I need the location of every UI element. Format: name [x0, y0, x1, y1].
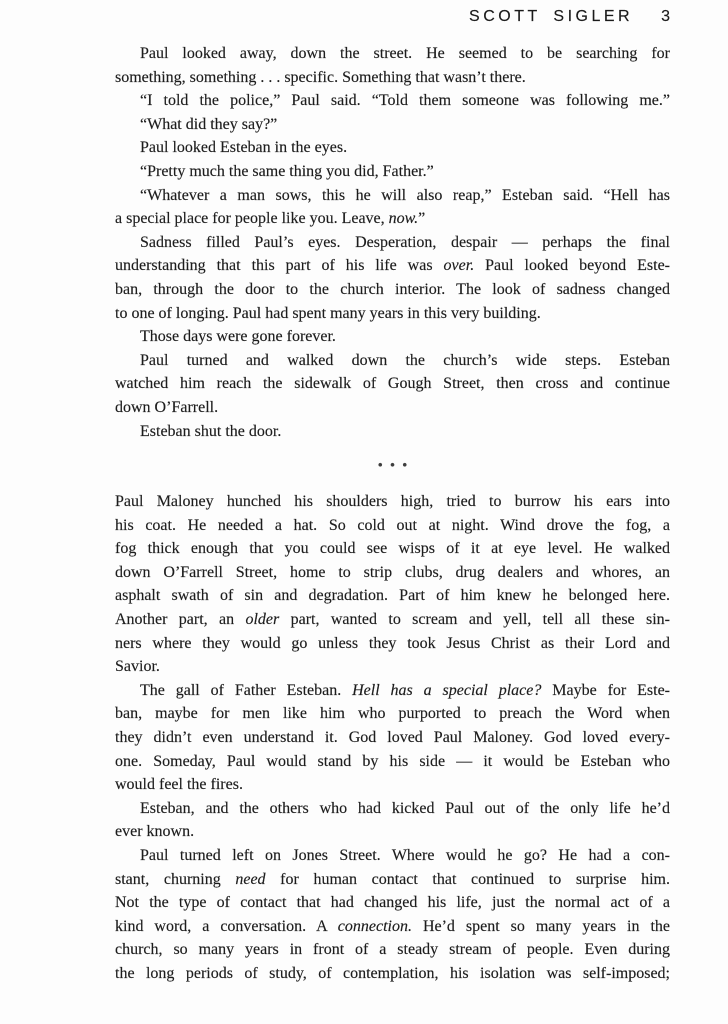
- text-segment: part, wanted to scream and yell, tell all these sin-: [279, 611, 670, 629]
- paragraph: [115, 797, 670, 844]
- text-segment: for human contact that continued to surprise him.: [265, 870, 670, 888]
- text-line: [115, 938, 670, 962]
- italic-text: now.: [388, 210, 419, 228]
- text-line: [115, 420, 670, 444]
- text-line: [115, 773, 670, 797]
- text-segment: church, so many years in front of a steady stream of people. Even during: [115, 941, 670, 959]
- text-line: [115, 868, 670, 892]
- text-line: [115, 750, 670, 774]
- text-section-1: [115, 42, 670, 443]
- text-segment: kind word, a conversation. A: [115, 917, 338, 935]
- text-line: [115, 89, 670, 113]
- text-segment: would feel the fires.: [115, 776, 243, 794]
- text-line: [115, 136, 670, 160]
- text-line: [115, 113, 670, 137]
- italic-text: Hell has a special place?: [352, 681, 542, 699]
- text-line: [115, 915, 670, 939]
- paragraph: [115, 113, 670, 137]
- text-line: [115, 655, 670, 679]
- text-segment: the long periods of study, of contemplation, his isolation was self-imposed;: [115, 964, 670, 982]
- text-segment: Another part, an: [115, 611, 246, 629]
- text-line: [115, 608, 670, 632]
- running-head-author: SCOTT SIGLER: [469, 8, 634, 25]
- text-segment: “I told the police,” Paul said. “Told them someone was following me.”: [140, 92, 670, 110]
- text-section-2: [115, 490, 670, 985]
- scene-break: [115, 443, 670, 490]
- text-line: [115, 726, 670, 750]
- text-line: [115, 820, 670, 844]
- paragraph: [115, 136, 670, 160]
- text-line: [115, 537, 670, 561]
- paragraph: [115, 42, 670, 89]
- text-segment: Paul turned left on Jones Street. Where would he go? He had a con-: [140, 847, 670, 864]
- text-segment: “What did they say?”: [140, 115, 278, 133]
- text-segment: watched him reach the sidewalk of Gough Street, then cross and continue: [115, 375, 670, 393]
- text-line: [115, 66, 670, 90]
- text-segment: a special place for people like you. Leave,: [115, 210, 389, 228]
- text-line: [115, 349, 670, 373]
- paragraph: [115, 420, 670, 444]
- paragraph: [115, 349, 670, 420]
- text-segment: “Whatever a man sows, this he will also reap,” Esteban said. “Hell has: [140, 186, 670, 204]
- italic-text: older: [245, 611, 280, 629]
- text-segment: his coat. He needed a hat. So cold out at night. Wind drove the fog, a: [115, 516, 670, 534]
- text-segment: Esteban, and the others who had kicked Paul out of the only life he’d: [140, 799, 670, 817]
- text-segment: they didn’t even understand it. God loved Paul Maloney. God loved every-: [115, 729, 670, 747]
- text-line: [115, 584, 670, 608]
- text-line: [115, 396, 670, 420]
- text-line: [115, 160, 670, 184]
- text-line: [115, 254, 670, 278]
- text-line: [115, 561, 670, 585]
- text-line: [115, 490, 670, 514]
- italic-text: over.: [443, 257, 475, 275]
- paragraph: [115, 490, 670, 679]
- text-line: [115, 207, 670, 231]
- page-body: [115, 42, 670, 986]
- text-line: [115, 372, 670, 396]
- text-segment: “Pretty much the same thing you did, Father.”: [140, 162, 434, 180]
- text-segment: Those days were gone forever.: [140, 328, 336, 346]
- text-line: [115, 514, 670, 538]
- paragraph: [115, 844, 670, 986]
- text-line: [115, 278, 670, 302]
- paragraph: [115, 89, 670, 113]
- text-segment: fog thick enough that you could see wisps of it at eye level. He walked: [115, 540, 670, 558]
- text-line: [115, 325, 670, 349]
- italic-text: connection.: [337, 917, 412, 935]
- text-segment: ban, maybe for men like him who purported to preach the Word when: [115, 705, 670, 723]
- text-segment: Paul looked away, down the street. He seemed to be searching for: [140, 45, 670, 62]
- text-segment: one. Someday, Paul would stand by his side — it would be Esteban who: [115, 752, 670, 770]
- text-segment: Paul Maloney hunched his shoulders high, tried to burrow his ears into: [115, 493, 670, 511]
- page-number: 3: [661, 8, 670, 25]
- text-segment: to one of longing. Paul had spent many years in this very building.: [115, 304, 541, 322]
- text-segment: understanding that this part of his life was: [115, 257, 444, 275]
- text-line: [115, 844, 670, 868]
- text-segment: Paul looked beyond Este-: [474, 257, 670, 275]
- text-segment: He’d spent so many years in the: [411, 917, 671, 935]
- text-line: [115, 42, 670, 66]
- text-segment: ban, through the door to the church interior. The look of sadness changed: [115, 280, 670, 298]
- text-line: [115, 702, 670, 726]
- text-segment: Esteban shut the door.: [140, 422, 282, 440]
- text-line: [115, 891, 670, 915]
- text-segment: down O’Farrell Street, home to strip clubs, drug dealers and whores, an: [115, 563, 670, 581]
- italic-text: need: [235, 870, 266, 888]
- text-segment: Sadness filled Paul’s eyes. Desperation, despair — perhaps the final: [140, 233, 670, 251]
- text-segment: Paul looked Esteban in the eyes.: [140, 139, 348, 157]
- text-line: [115, 797, 670, 821]
- text-segment: Paul turned and walked down the church’s wide steps. Esteban: [140, 351, 670, 369]
- paragraph: [115, 231, 670, 325]
- paragraph: [115, 679, 670, 797]
- text-line: [115, 679, 670, 703]
- text-line: [115, 632, 670, 656]
- text-segment: The gall of Father Esteban.: [140, 681, 353, 699]
- text-segment: stant, churning: [115, 870, 236, 888]
- text-segment: Maybe for Este-: [541, 681, 670, 699]
- running-head: [0, 8, 670, 26]
- scene-break-ornament: •••: [377, 458, 415, 475]
- paragraph: [115, 325, 670, 349]
- text-segment: Not the type of contact that had changed his life, just the normal act of a: [115, 894, 670, 912]
- text-segment: Savior.: [115, 658, 160, 676]
- paragraph: [115, 160, 670, 184]
- text-segment: ners where they would go unless they took Jesus Christ as their Lord and: [115, 634, 670, 652]
- text-segment: down O’Farrell.: [115, 398, 219, 416]
- text-segment: ”: [418, 210, 426, 228]
- text-segment: something, something . . . specific. Something that wasn’t there.: [115, 68, 526, 86]
- text-segment: ever known.: [115, 823, 195, 841]
- text-line: [115, 962, 670, 986]
- paragraph: [115, 184, 670, 231]
- text-line: [115, 302, 670, 326]
- text-line: [115, 184, 670, 208]
- text-segment: asphalt swath of sin and degradation. Part of him knew he belonged here.: [115, 587, 670, 605]
- text-line: [115, 231, 670, 255]
